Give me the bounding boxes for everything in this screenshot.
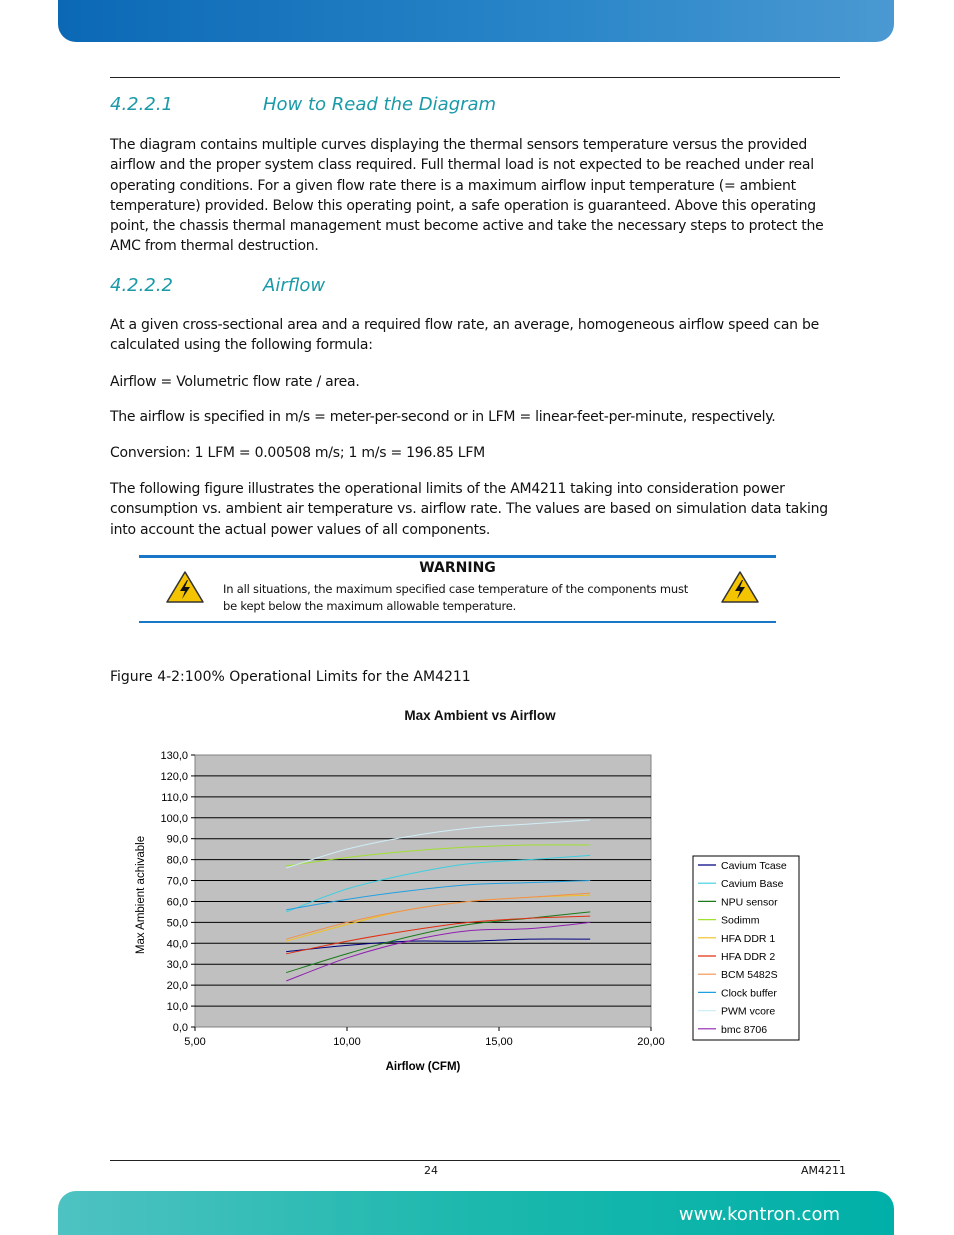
- y-tick-label: 80,0: [166, 854, 188, 867]
- legend-entry: HFA DDR 2: [721, 951, 776, 963]
- max-ambient-chart: [120, 730, 820, 1080]
- paragraph-units: The airflow is specified in m/s = meter-per-second or in LFM = linear-feet-per-minute, respectively.: [110, 409, 776, 425]
- x-tick-label: 10,00: [333, 1036, 361, 1048]
- legend-entry: NPU sensor: [721, 896, 778, 909]
- bottom-banner: [58, 1191, 894, 1235]
- y-axis-label: Max Ambient achivable: [135, 835, 147, 955]
- y-tick-label: 110,0: [161, 791, 188, 804]
- header-rule: [110, 77, 840, 78]
- y-tick-label: 90,0: [166, 833, 188, 846]
- y-tick-label: 20,0: [166, 980, 188, 993]
- website-link[interactable]: www.kontron.com: [678, 1204, 840, 1225]
- x-axis-label: Airflow (CFM): [385, 1061, 461, 1073]
- section-number: 4.2.2.2: [110, 275, 173, 296]
- y-tick-label: 70,0: [166, 875, 188, 888]
- page-number: 24: [424, 1164, 438, 1177]
- footer-rule: [110, 1160, 840, 1161]
- y-tick-label: 40,0: [166, 938, 188, 951]
- legend-entry: PWM vcore: [721, 1005, 776, 1018]
- section-heading-4-2-2-1: [110, 94, 496, 115]
- section-title: How to Read the Diagram: [263, 94, 497, 115]
- legend-entry: Clock buffer: [721, 987, 777, 1000]
- legend-entry: Cavium Base: [721, 878, 784, 891]
- legend-entry: bmc 8706: [721, 1023, 768, 1036]
- section-heading-4-2-2-2: [110, 275, 325, 296]
- high-voltage-warning-icon: [720, 570, 760, 604]
- paragraph-how-to-read: The diagram contains multiple curves displaying the thermal sensors temperature versus the provided airflow and the proper system class required. Full thermal load is not expected to be reached under real operating conditions. For a given flow rate there is a maximum airflow input temperature (= ambient temperature) provided. Below this operating point, a safe operation is guaranteed. Above this operating point, the chassis thermal management must become active and take the necessary steps to protect the AMC from thermal destruction.: [110, 137, 824, 255]
- paragraph-conversion: Conversion: 1 LFM = 0.00508 m/s; 1 m/s = 196.85 LFM: [110, 445, 485, 461]
- y-tick-label: 100,0: [160, 812, 188, 825]
- y-tick-label: 0,0: [172, 1022, 188, 1034]
- y-tick-label: 50,0: [166, 917, 188, 930]
- plot-area: [195, 755, 651, 1027]
- legend-entry: BCM 5482S: [721, 969, 778, 982]
- y-tick-label: 10,0: [166, 1001, 188, 1014]
- y-tick-label: 60,0: [166, 896, 188, 909]
- y-tick-label: 120,0: [160, 770, 188, 783]
- warning-text: In all situations, the maximum specified case temperature of the components must be kept below the maximum allowable temperature.: [223, 582, 689, 613]
- figure-caption: Figure 4-2:100% Operational Limits for the AM4211: [110, 669, 471, 685]
- chart-title: Max Ambient vs Airflow: [404, 708, 556, 723]
- paragraph-figure-intro: The following figure illustrates the operational limits of the AM4211 taking into consideration power consumption vs. ambient air temperature vs. airflow rate. The values are based on simulation data taking into account the actual power values of all components.: [110, 481, 828, 538]
- section-title: Airflow: [263, 275, 326, 296]
- document-name: AM4211: [801, 1164, 847, 1177]
- top-banner: [58, 0, 894, 42]
- x-tick-label: 5,00: [184, 1036, 206, 1048]
- y-tick-label: 130,0: [160, 750, 188, 762]
- paragraph-airflow-intro: At a given cross-sectional area and a required flow rate, an average, homogeneous airflow speed can be calculated using the following formula:: [110, 317, 819, 354]
- x-tick-label: 15,00: [485, 1036, 513, 1048]
- warning-box: [139, 555, 776, 623]
- paragraph-formula: Airflow = Volumetric flow rate / area.: [110, 374, 360, 390]
- y-tick-label: 30,0: [166, 959, 188, 972]
- legend-entry: HFA DDR 1: [721, 932, 776, 945]
- legend-entry: Cavium Tcase: [721, 860, 787, 872]
- legend-entry: Sodimm: [721, 914, 760, 927]
- x-tick-label: 20,00: [637, 1036, 665, 1048]
- section-number: 4.2.2.1: [110, 94, 173, 115]
- warning-title: WARNING: [419, 560, 496, 576]
